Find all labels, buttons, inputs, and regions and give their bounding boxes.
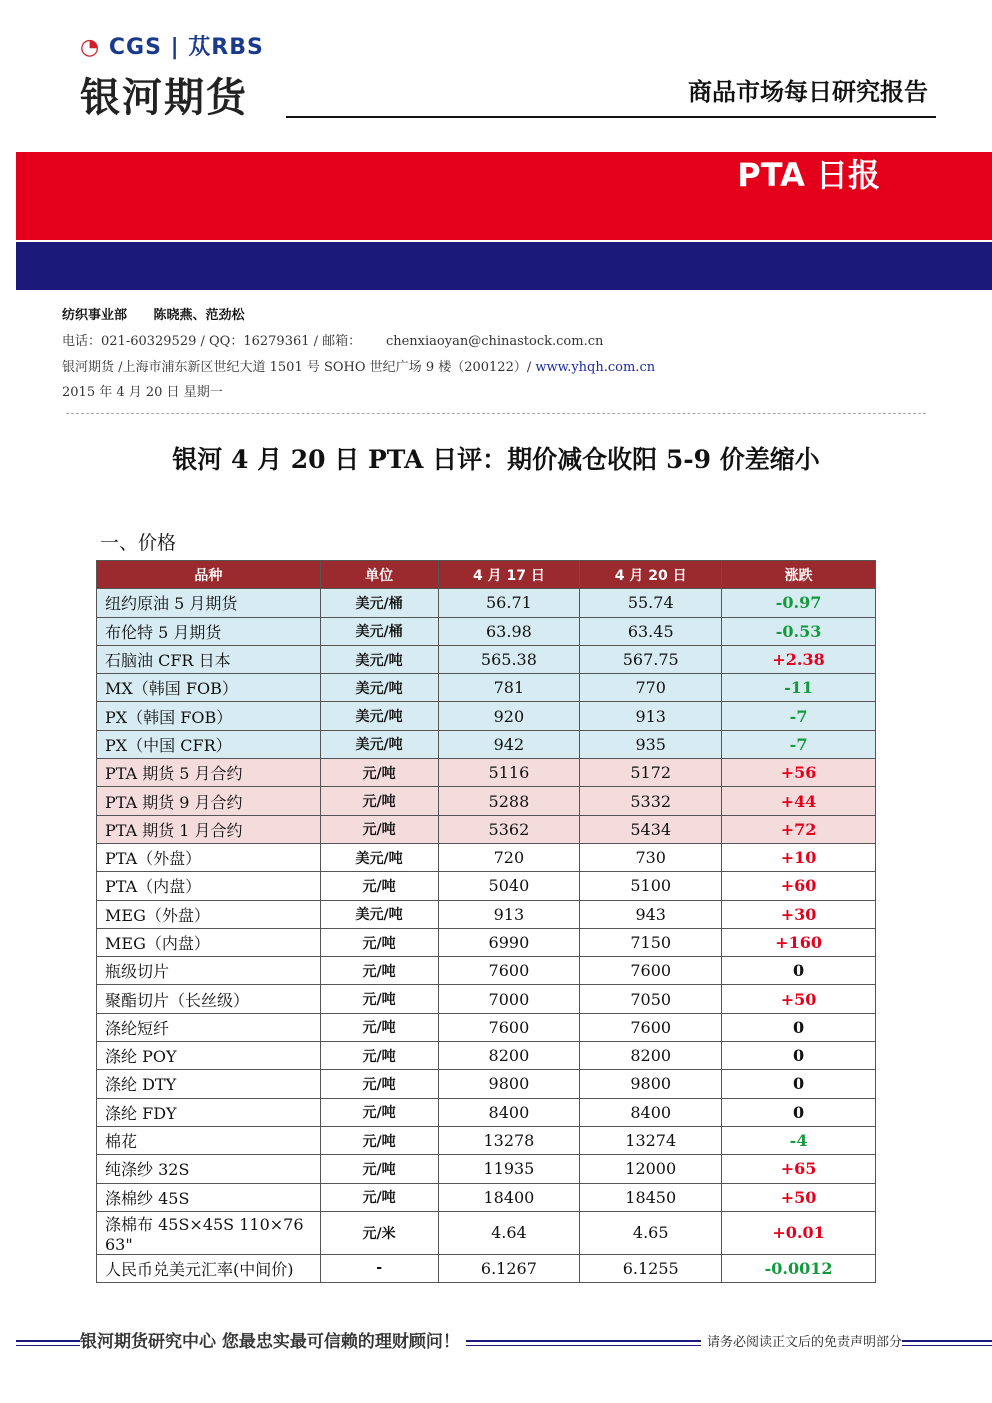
- change-cell: 0: [722, 957, 876, 985]
- price-apr20: 8200: [580, 1042, 722, 1070]
- price-apr17: 5362: [438, 815, 580, 843]
- price-apr20: 7050: [580, 985, 722, 1013]
- price-apr20: 7150: [580, 928, 722, 956]
- price-apr17: 6.1267: [438, 1254, 580, 1282]
- contact-info: 电话：021-60329529 / QQ：16279361 / 邮箱： chenxiaoyan@chinastock.com.cn: [62, 334, 604, 349]
- commodity-name: MEG（外盘）: [97, 900, 321, 928]
- price-apr17: 565.38: [438, 645, 580, 673]
- price-apr20: 13274: [580, 1126, 722, 1154]
- commodity-name: 石脑油 CFR 日本: [97, 645, 321, 673]
- unit-cell: 元/吨: [320, 1155, 438, 1183]
- table-row: [97, 1070, 876, 1098]
- commodity-name: PX（中国 CFR）: [97, 730, 321, 758]
- price-apr17: 7600: [438, 957, 580, 985]
- change-cell: 0: [722, 1013, 876, 1041]
- price-table: [96, 560, 876, 1283]
- price-apr17: 63.98: [438, 617, 580, 645]
- website-link[interactable]: www.yhqh.com.cn: [535, 360, 656, 375]
- table-row: [97, 702, 876, 730]
- table-row: [97, 787, 876, 815]
- price-apr20: 12000: [580, 1155, 722, 1183]
- company-logo-top: [80, 30, 264, 61]
- change-cell: +60: [722, 872, 876, 900]
- commodity-name: 聚酯切片（长丝级）: [97, 985, 321, 1013]
- company-logo-main: 银河期货: [80, 75, 248, 121]
- price-apr17: 781: [438, 674, 580, 702]
- price-apr20: 913: [580, 702, 722, 730]
- price-apr20: 7600: [580, 1013, 722, 1041]
- commodity-name: 棉花: [97, 1126, 321, 1154]
- unit-cell: 元/米: [320, 1211, 438, 1254]
- column-header: 4 月 20 日: [580, 561, 722, 589]
- price-apr20: 567.75: [580, 645, 722, 673]
- commodity-name: 人民币兑美元汇率(中间价): [97, 1254, 321, 1282]
- department: 纺织事业部: [62, 308, 128, 323]
- price-apr20: 63.45: [580, 617, 722, 645]
- table-row: [97, 815, 876, 843]
- unit-cell: 美元/吨: [320, 674, 438, 702]
- commodity-name: PTA（外盘）: [97, 843, 321, 871]
- commodity-name: PTA 期货 1 月合约: [97, 815, 321, 843]
- unit-cell: 元/吨: [320, 787, 438, 815]
- price-apr17: 18400: [438, 1183, 580, 1211]
- footer-slogan: 银河期货研究中心 您最忠实最可信赖的理财顾问！: [80, 1327, 466, 1352]
- change-cell: 0: [722, 1070, 876, 1098]
- unit-cell: 元/吨: [320, 985, 438, 1013]
- unit-cell: 元/吨: [320, 1042, 438, 1070]
- price-apr17: 920: [438, 702, 580, 730]
- column-header: 4 月 17 日: [438, 561, 580, 589]
- report-type: 商品市场每日研究报告: [688, 78, 928, 106]
- unit-cell: -: [320, 1254, 438, 1282]
- price-apr20: 5100: [580, 872, 722, 900]
- unit-cell: 美元/桶: [320, 589, 438, 617]
- commodity-name: PTA 期货 5 月合约: [97, 759, 321, 787]
- price-apr20: 4.65: [580, 1211, 722, 1254]
- change-cell: +160: [722, 928, 876, 956]
- table-row: [97, 617, 876, 645]
- change-cell: -0.0012: [722, 1254, 876, 1282]
- price-apr20: 5434: [580, 815, 722, 843]
- unit-cell: 元/吨: [320, 928, 438, 956]
- column-header: 品种: [97, 561, 321, 589]
- price-apr20: 730: [580, 843, 722, 871]
- change-cell: -0.97: [722, 589, 876, 617]
- price-apr17: 8400: [438, 1098, 580, 1126]
- author-line: [62, 304, 267, 323]
- table-row: [97, 843, 876, 871]
- table-row: [97, 730, 876, 758]
- address-text: 银河期货 /上海市浦东新区世纪大道 1501 号 SOHO 世纪广场 9 楼（200122）/: [62, 360, 536, 375]
- price-apr20: 770: [580, 674, 722, 702]
- banner-title: PTA 日报: [737, 156, 880, 194]
- price-apr17: 913: [438, 900, 580, 928]
- unit-cell: 美元/吨: [320, 645, 438, 673]
- price-apr17: 7600: [438, 1013, 580, 1041]
- commodity-name: PTA 期货 9 月合约: [97, 787, 321, 815]
- price-apr20: 9800: [580, 1070, 722, 1098]
- table-row: [97, 900, 876, 928]
- price-apr20: 5332: [580, 787, 722, 815]
- unit-cell: 元/吨: [320, 1098, 438, 1126]
- price-apr17: 8200: [438, 1042, 580, 1070]
- change-cell: 0: [722, 1042, 876, 1070]
- unit-cell: 元/吨: [320, 815, 438, 843]
- commodity-name: MEG（内盘）: [97, 928, 321, 956]
- price-apr17: 5040: [438, 872, 580, 900]
- table-row: [97, 645, 876, 673]
- unit-cell: 美元/桶: [320, 617, 438, 645]
- table-row: [97, 928, 876, 956]
- price-apr17: 9800: [438, 1070, 580, 1098]
- table-row: [97, 589, 876, 617]
- title-banner-blue: [16, 242, 992, 290]
- change-cell: +30: [722, 900, 876, 928]
- unit-cell: 美元/吨: [320, 730, 438, 758]
- change-cell: +50: [722, 1183, 876, 1211]
- price-apr17: 56.71: [438, 589, 580, 617]
- price-apr17: 720: [438, 843, 580, 871]
- change-cell: 0: [722, 1098, 876, 1126]
- price-apr17: 4.64: [438, 1211, 580, 1254]
- change-cell: -0.53: [722, 617, 876, 645]
- table-row: [97, 1211, 876, 1254]
- commodity-name: PX（韩国 FOB）: [97, 702, 321, 730]
- unit-cell: 美元/吨: [320, 843, 438, 871]
- unit-cell: 元/吨: [320, 1183, 438, 1211]
- header-divider: [286, 116, 936, 118]
- price-apr20: 7600: [580, 957, 722, 985]
- unit-cell: 元/吨: [320, 759, 438, 787]
- price-apr17: 11935: [438, 1155, 580, 1183]
- table-row: [97, 985, 876, 1013]
- commodity-name: 涤纶 FDY: [97, 1098, 321, 1126]
- price-apr17: 5288: [438, 787, 580, 815]
- change-cell: +44: [722, 787, 876, 815]
- table-row: [97, 1254, 876, 1282]
- unit-cell: 元/吨: [320, 1070, 438, 1098]
- author-names: 陈晓燕、范劲松: [153, 308, 245, 323]
- change-cell: -11: [722, 674, 876, 702]
- commodity-name: PTA（内盘）: [97, 872, 321, 900]
- change-cell: -7: [722, 730, 876, 758]
- table-row: [97, 957, 876, 985]
- change-cell: +65: [722, 1155, 876, 1183]
- unit-cell: 美元/吨: [320, 900, 438, 928]
- table-row: [97, 1183, 876, 1211]
- logo-top-text: CGS | 苁RBS: [108, 35, 264, 60]
- commodity-name: 纽约原油 5 月期货: [97, 589, 321, 617]
- commodity-name: 瓶级切片: [97, 957, 321, 985]
- price-apr17: 13278: [438, 1126, 580, 1154]
- table-row: [97, 1042, 876, 1070]
- commodity-name: 涤纶短纤: [97, 1013, 321, 1041]
- table-row: [97, 1013, 876, 1041]
- price-apr17: 6990: [438, 928, 580, 956]
- commodity-name: 纯涤纱 32S: [97, 1155, 321, 1183]
- change-cell: +56: [722, 759, 876, 787]
- price-apr20: 6.1255: [580, 1254, 722, 1282]
- unit-cell: 美元/吨: [320, 702, 438, 730]
- unit-cell: 元/吨: [320, 1126, 438, 1154]
- table-row: [97, 1126, 876, 1154]
- price-apr20: 8400: [580, 1098, 722, 1126]
- price-apr20: 18450: [580, 1183, 722, 1211]
- change-cell: -7: [722, 702, 876, 730]
- table-row: [97, 674, 876, 702]
- unit-cell: 元/吨: [320, 1013, 438, 1041]
- cgs-logo-icon: ◔: [80, 35, 101, 60]
- commodity-name: 涤棉纱 45S: [97, 1183, 321, 1211]
- commodity-name: MX（韩国 FOB）: [97, 674, 321, 702]
- price-apr20: 943: [580, 900, 722, 928]
- change-cell: +72: [722, 815, 876, 843]
- unit-cell: 元/吨: [320, 872, 438, 900]
- footer-disclaimer: 请务必阅读正文后的免责声明部分: [701, 1331, 902, 1350]
- table-header-row: [97, 561, 876, 589]
- report-date: 2015 年 4 月 20 日 星期一: [62, 385, 223, 400]
- table-row: [97, 872, 876, 900]
- commodity-name: 涤棉布 45S×45S 110×76 63": [97, 1211, 321, 1254]
- commodity-name: 涤纶 DTY: [97, 1070, 321, 1098]
- price-apr17: 5116: [438, 759, 580, 787]
- price-apr17: 7000: [438, 985, 580, 1013]
- change-cell: +10: [722, 843, 876, 871]
- report-title: 银河 4 月 20 日 PTA 日评：期价减仓收阳 5-9 价差缩小: [172, 445, 820, 474]
- table-row: [97, 1098, 876, 1126]
- commodity-name: 涤纶 POY: [97, 1042, 321, 1070]
- section-heading: 一、价格: [100, 532, 177, 554]
- commodity-name: 布伦特 5 月期货: [97, 617, 321, 645]
- table-row: [97, 1155, 876, 1183]
- dashed-divider: [66, 413, 926, 414]
- price-apr17: 942: [438, 730, 580, 758]
- price-apr20: 55.74: [580, 589, 722, 617]
- column-header: 涨跌: [722, 561, 876, 589]
- column-header: 单位: [320, 561, 438, 589]
- change-cell: +0.01: [722, 1211, 876, 1254]
- address-line: [62, 356, 655, 375]
- change-cell: +2.38: [722, 645, 876, 673]
- unit-cell: 元/吨: [320, 957, 438, 985]
- price-apr20: 5172: [580, 759, 722, 787]
- change-cell: -4: [722, 1126, 876, 1154]
- price-apr20: 935: [580, 730, 722, 758]
- table-row: [97, 759, 876, 787]
- change-cell: +50: [722, 985, 876, 1013]
